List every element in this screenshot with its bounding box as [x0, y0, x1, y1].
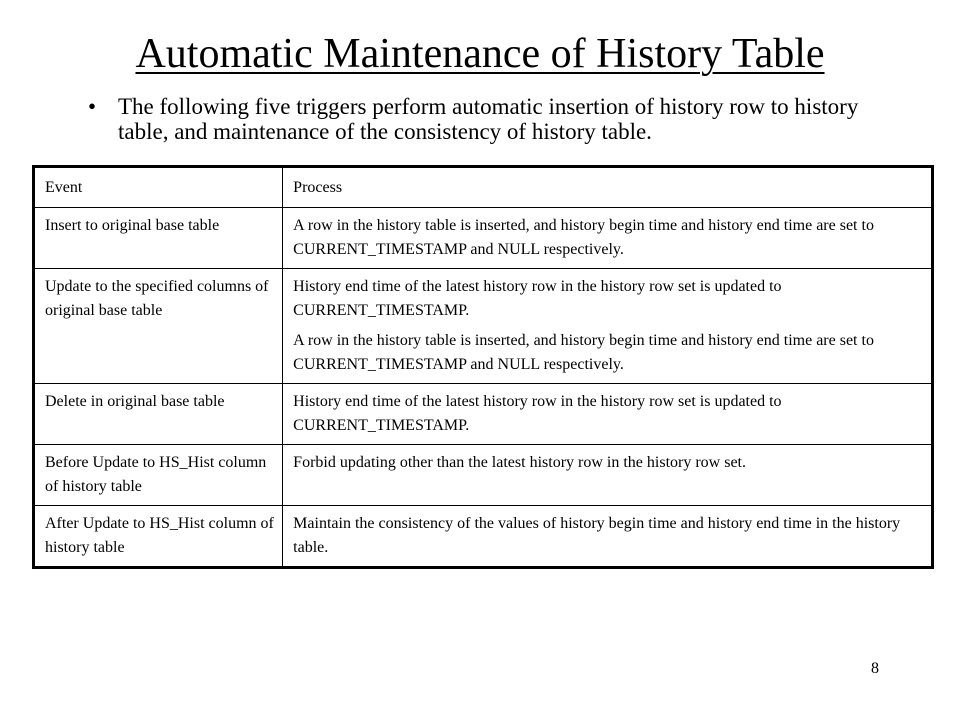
- process-cell: [283, 269, 933, 384]
- process-cell: [283, 384, 933, 445]
- event-cell: Update to the specified columns of original base table: [34, 269, 283, 384]
- process-text: Forbid updating other than the latest history row in the history row set.: [293, 454, 746, 471]
- table-row: [34, 384, 933, 445]
- process-text: History end time of the latest history row in the history row set is updated to CURRENT_TIMESTAMP.: [293, 393, 782, 434]
- event-cell: Delete in original base table: [34, 384, 283, 445]
- process-cell: [283, 506, 933, 568]
- table-header-row: [34, 167, 933, 208]
- intro-bullet: [88, 94, 908, 144]
- table-row: [34, 208, 933, 269]
- table-row: [34, 445, 933, 506]
- header-process: Process: [283, 167, 933, 208]
- page-number: 8: [871, 660, 879, 677]
- bullet-icon: •: [88, 94, 97, 119]
- process-text: History end time of the latest history row in the history row set is updated to CURRENT_TIMESTAMP.: [293, 278, 782, 319]
- table-row: [34, 269, 933, 384]
- event-cell: Insert to original base table: [34, 208, 283, 269]
- table-row: [34, 506, 933, 568]
- intro-bullet-text: The following five triggers perform automatic insertion of history row to history table, and maintenance of the consistency of history table.: [118, 94, 859, 144]
- process-text: A row in the history table is inserted, and history begin time and history end time are set to CURRENT_TIMESTAMP and NULL respectively.: [293, 217, 874, 258]
- event-cell: Before Update to HS_Hist column of history table: [34, 445, 283, 506]
- slide-title: Automatic Maintenance of History Table: [135, 31, 825, 77]
- process-text: A row in the history table is inserted, and history begin time and history end time are set to CURRENT_TIMESTAMP and NULL respectively.: [293, 332, 874, 373]
- event-cell: After Update to HS_Hist column of history table: [34, 506, 283, 568]
- process-text: Maintain the consistency of the values of history begin time and history end time in the history table.: [293, 515, 901, 556]
- trigger-table: [32, 165, 934, 569]
- header-event: Event: [34, 167, 283, 208]
- process-cell: [283, 445, 933, 506]
- process-cell: [283, 208, 933, 269]
